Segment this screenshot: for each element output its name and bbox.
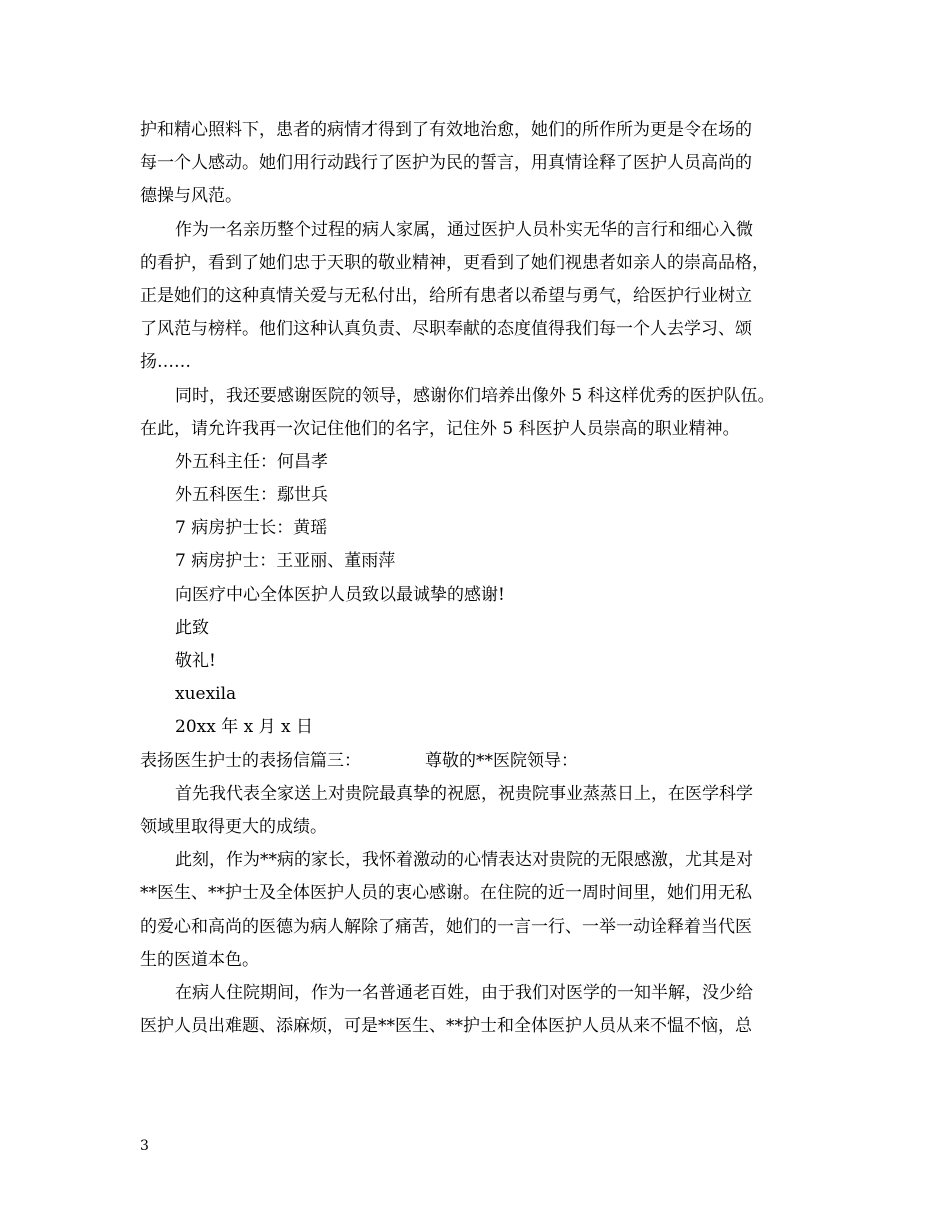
closing-phrase: 此致 [175,617,209,638]
text-line: 领域里取得更大的成绩。 [140,816,327,837]
signature: xuexila [175,684,237,705]
letter-date: 20xx 年 x 月 x 日 [175,717,314,738]
section-title: 表扬医生护士的表扬信篇三： [140,750,361,771]
paragraph-family-witness [140,214,830,380]
staff-list-item: 7 病房护士：王亚丽、董雨萍 [175,551,396,572]
document-body [140,114,830,1043]
text-line: 扬…… [140,352,191,373]
text-line: 医护人员出难题、添麻烦，可是**医生、**护士和全体医护人员从来不愠不恼，总 [140,1016,752,1037]
text-line: 的看护，看到了她们忠于天职的敬业精神，更看到了她们视患者如亲人的崇高品格， [140,252,769,273]
text-line: 护和精心照料下，患者的病情才得到了有效地治愈，她们的所作所为更是令在场的 [140,120,752,140]
text-line: 每一个人感动。她们用行动践行了医护为民的誓言，用真情诠释了医护人员高尚的 [140,153,752,174]
staff-list-item: 外五科主任：何昌孝 [175,451,328,472]
text-line: **医生、**护士及全体医护人员的衷心感谢。在住院的近一周时间里，她们用无私 [140,883,752,904]
text-line: 在此，请允许我再一次记住他们的名字，记住外 5 科医护人员崇高的职业精神。 [140,418,740,439]
text-line: 了风范与榜样。他们这种认真负责、尽职奉献的态度值得我们每一个人去学习、颂 [140,319,752,340]
text-line: 的爱心和高尚的医德为病人解除了痛苦，她们的一言一行、一举一动诠释着当代医 [140,916,752,937]
staff-list-item: 7 病房护士长：黄瑶 [175,518,328,539]
text-line: 正是她们的这种真情关爱与无私付出，给所有患者以希望与勇气，给医护行业树立 [140,285,752,306]
paragraph-closing-care [140,114,830,214]
text-line: 作为一名亲历整个过程的病人家属，通过医护人员朴实无华的言行和细心入微 [175,219,753,240]
paragraph-thank-leadership [140,380,830,446]
text-line: 生的医道本色。 [140,949,259,970]
text-line: 同时，我还要感谢医院的领导，感谢你们培养出像外 5 科这样优秀的医护队伍。 [175,385,775,406]
thanks-line: 向医疗中心全体医护人员致以最诚挚的感谢! [175,584,505,605]
paragraph-hospital-stay [140,977,830,1043]
closing-salute: 敬礼! [175,651,216,671]
staff-list [140,446,830,579]
text-line: 此刻，作为**病的家长，我怀着激动的心情表达对贵院的无限感激，尤其是对 [175,850,753,871]
heading-gap [361,745,425,778]
text-line: 首先我代表全家送上对贵院最真挚的祝愿，祝贵院事业蒸蒸日上，在医学科学 [175,783,753,804]
text-line: 在病人住院期间，作为一名普通老百姓，由于我们对医学的一知半解，没少给 [175,982,753,1003]
page-number: 3 [140,1138,149,1154]
section-heading [140,745,830,778]
paragraph-gratitude [140,844,830,977]
staff-list-item: 外五科医生：鄢世兵 [175,485,328,506]
letter-closing [140,579,830,745]
paragraph-blessing [140,778,830,844]
letter-salutation: 尊敬的**医院领导： [425,750,578,771]
text-line: 德操与风范。 [140,186,242,207]
